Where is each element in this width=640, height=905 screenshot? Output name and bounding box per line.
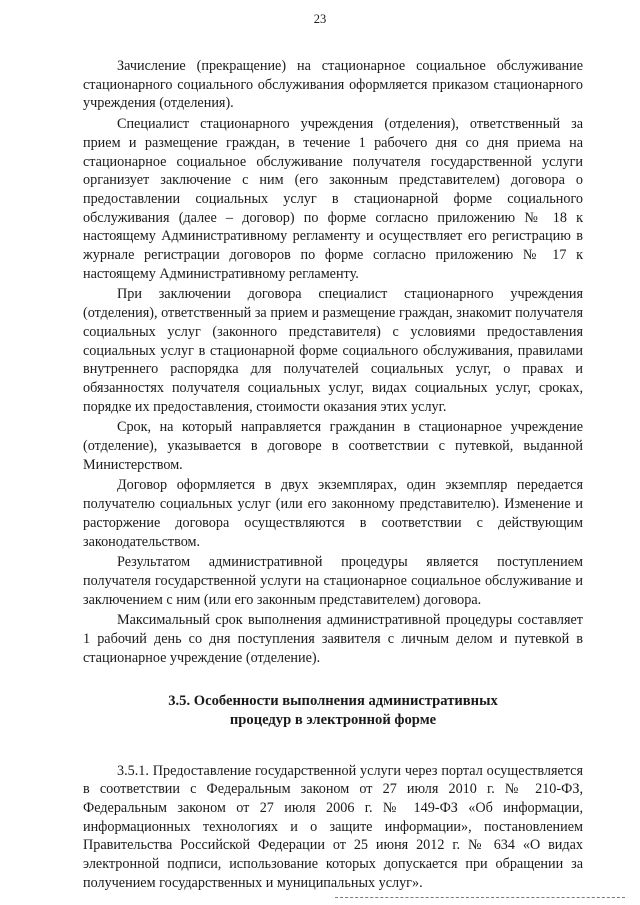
paragraph-specialist: Специалист стационарного учреждения (отделения), ответственный за прием и размещение граждан, в течение 1 рабочего дня со дня приема на стационарное социальное обслуживание получателя государственной услуги организует заключение с ним (его законным представителем) договора о предоставлении социальных услуг в стационарной форме социального обслуживания (далее – договор) по форме согласно приложению № 18 к настоящему Административному регламенту и осуществляет его регистрацию в журнале регистрации договоров по форме согласно приложению № 17 к настоящему Административному регламенту. <box>83 116 583 282</box>
paragraph-contract-copies: Договор оформляется в двух экземплярах, один экземпляр передается получателю социальных услуг (или его законному представителю). Изменение и расторжение договора осуществляются в соответствии с действующим законодательством. <box>83 477 583 550</box>
paragraph-term: Срок, на который направляется гражданин в стационарное учреждение (отделение), указывается в договоре в соответствии с путевкой, выданной Министерством. <box>83 419 583 473</box>
paragraph-contract-conclusion: При заключении договора специалист стационарного учреждения (отделения), ответственный за прием и размещение граждан, знакомит получателя социальных услуг (законного представителя) с условиями предоставления социальных услуг в стационарной форме социального обслуживания, правилами внутреннего распорядка для получателей социальных услуг, о правах и обязанностях получателя социальных услуг, видах социальных услуг, сроках, порядке их предоставления, стоимости оказания этих услуг. <box>83 286 583 415</box>
section-heading <box>83 692 583 730</box>
paragraph-result: Результатом административной процедуры является поступлением получателя государственной услуги на стационарное социальное обслуживание и заключением с ним (или его законным представителем) договора. <box>83 554 583 608</box>
section-heading-line2: процедур в электронной форме <box>229 711 437 728</box>
footer-dashed-line <box>335 897 625 901</box>
paragraph-max-term: Максимальный срок выполнения административной процедуры составляет 1 рабочий день со дня поступления заявителя с личным делом и путевкой в стационарное учреждение (отделение). <box>83 612 583 666</box>
paragraph-enrollment: Зачисление (прекращение) на стационарное социальное обслуживание стационарного социального обслуживания оформляется приказом стационарного учреждения (отделения). <box>83 58 583 112</box>
section-heading-line1: 3.5. Особенности выполнения административных <box>168 692 498 709</box>
document-body <box>83 57 583 894</box>
page-number: 23 <box>313 12 327 26</box>
paragraph-3-5-1: 3.5.1. Предоставление государственной услуги через портал осуществляется в соответствии с Федеральным законом от 27 июля 2010 г. № 210-ФЗ, Федеральным законом от 27 июля 2006 г. № 149-ФЗ «Об информации, информационных технологиях и о защите информации», постановлением Правительства Российской Федерации от 25 июня 2012 г. № 634 «О видах электронной подписи, использование которых допускается при обращении за получением государственных и муниципальных услуг». <box>83 762 583 891</box>
